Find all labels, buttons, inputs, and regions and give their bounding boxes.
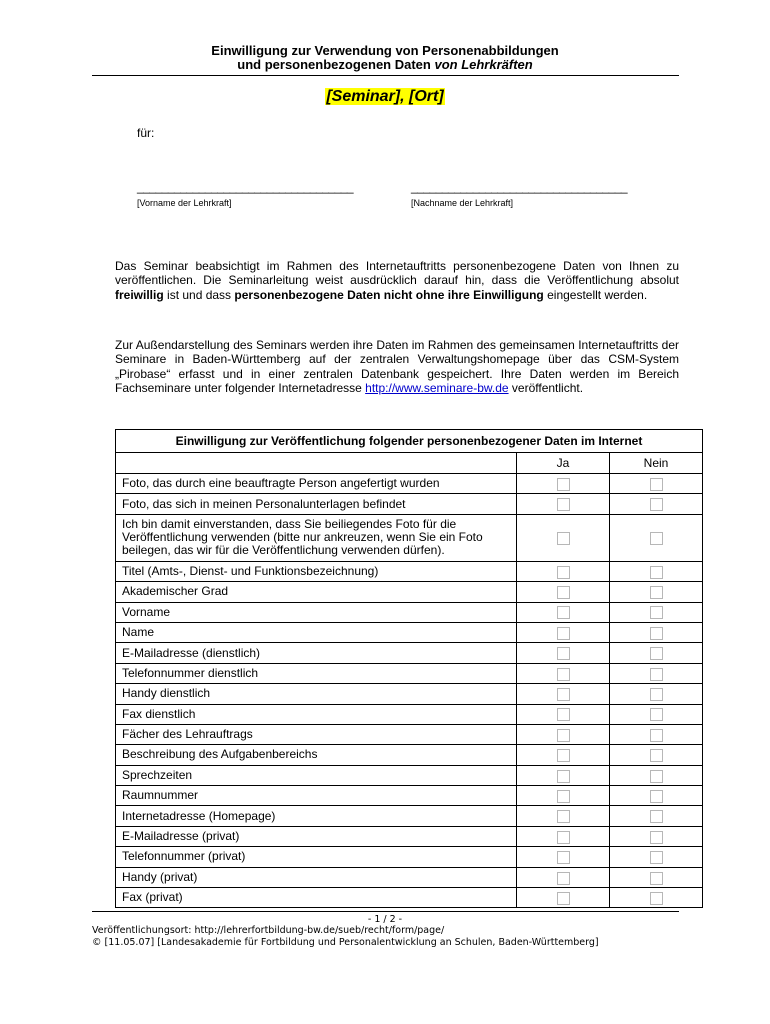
checkbox-no[interactable]	[650, 498, 663, 511]
consent-yes-cell	[517, 602, 610, 622]
checkbox-yes[interactable]	[557, 810, 570, 823]
table-row	[116, 602, 703, 622]
checkbox-yes[interactable]	[557, 872, 570, 885]
consent-item-label: Titel (Amts-, Dienst- und Funktionsbezeichnung)	[116, 561, 517, 581]
checkbox-yes[interactable]	[557, 478, 570, 491]
consent-no-cell	[610, 826, 703, 846]
consent-yes-cell	[517, 514, 610, 561]
checkbox-no[interactable]	[650, 627, 663, 640]
consent-item-label: Beschreibung des Aufgabenbereichs	[116, 745, 517, 765]
consent-item-label: Vorname	[116, 602, 517, 622]
column-header-no: Nein	[610, 453, 703, 474]
consent-table	[115, 429, 703, 908]
seminar-placeholder: [Seminar], [Ort]	[326, 88, 444, 105]
table-row	[116, 867, 703, 887]
page-number: - 1 / 2 -	[367, 914, 403, 925]
consent-item-label: Handy (privat)	[116, 867, 517, 887]
intro-paragraph: Das Seminar beabsichtigt im Rahmen des Internetauftritts personenbezogene Daten von Ihnen zu veröffentlichen. Die Seminarleitung weist ausdrücklich darauf hin, dass die Veröffentlichung absolut freiwillig ist und dass personenbezogene Daten nicht ohne ihre Einwilligung eingestellt werden.	[115, 259, 679, 302]
table-row	[116, 847, 703, 867]
checkbox-no[interactable]	[650, 892, 663, 905]
checkbox-no[interactable]	[650, 647, 663, 660]
consent-item-label: Ich bin damit einverstanden, dass Sie beiliegendes Foto für die Veröffentlichung verwenden (bitte nur ankreuzen, wenn Sie ein Foto beilegen, das wir für die Veröffentlichung verwenden dürfen).	[116, 514, 517, 561]
publication-paragraph: Zur Außendarstellung des Seminars werden ihre Daten im Rahmen des gemeinsamen Internetauftritts der Seminare in Baden-Württemberg auf der zentralen Verwaltungshomepage über das CSM-System „Pirobase“ erfasst und in einer zentralen Datenbank gespeichert. Ihre Daten werden im Bereich Fachseminare unter folgender Internetadresse http://www.seminare-bw.de veröffentlicht.	[115, 338, 679, 396]
checkbox-no[interactable]	[650, 790, 663, 803]
checkbox-no[interactable]	[650, 872, 663, 885]
checkbox-no[interactable]	[650, 688, 663, 701]
table-row	[116, 724, 703, 744]
last-name-line[interactable]: ___________________________________	[411, 180, 628, 194]
table-row	[116, 494, 703, 514]
consent-yes-cell	[517, 765, 610, 785]
for-label: für:	[137, 126, 155, 140]
document-title	[0, 44, 770, 72]
consent-yes-cell	[517, 786, 610, 806]
first-name-line[interactable]: ___________________________________	[137, 180, 354, 194]
table-row	[116, 806, 703, 826]
consent-no-cell	[610, 561, 703, 581]
consent-item-label: Sprechzeiten	[116, 765, 517, 785]
checkbox-yes[interactable]	[557, 749, 570, 762]
checkbox-yes[interactable]	[557, 566, 570, 579]
consent-yes-cell	[517, 663, 610, 683]
consent-no-cell	[610, 514, 703, 561]
consent-item-label: Telefonnummer dienstlich	[116, 663, 517, 683]
checkbox-yes[interactable]	[557, 831, 570, 844]
consent-yes-cell	[517, 643, 610, 663]
table-row	[116, 888, 703, 908]
table-row	[116, 643, 703, 663]
consent-yes-cell	[517, 806, 610, 826]
checkbox-no[interactable]	[650, 606, 663, 619]
consent-no-cell	[610, 888, 703, 908]
consent-yes-cell	[517, 474, 610, 494]
consent-item-label: E-Mailadresse (dienstlich)	[116, 643, 517, 663]
consent-yes-cell	[517, 704, 610, 724]
consent-item-label: E-Mailadresse (privat)	[116, 826, 517, 846]
checkbox-yes[interactable]	[557, 627, 570, 640]
consent-yes-cell	[517, 745, 610, 765]
table-row	[116, 663, 703, 683]
checkbox-no[interactable]	[650, 668, 663, 681]
table-row	[116, 561, 703, 581]
consent-rows	[116, 474, 703, 908]
checkbox-no[interactable]	[650, 532, 663, 545]
consent-no-cell	[610, 724, 703, 744]
consent-item-label: Foto, das durch eine beauftragte Person angefertigt wurden	[116, 474, 517, 494]
consent-item-label: Fax (privat)	[116, 888, 517, 908]
seminare-bw-link[interactable]: http://www.seminare-bw.de	[365, 381, 509, 396]
consent-no-cell	[610, 684, 703, 704]
consent-yes-cell	[517, 847, 610, 867]
consent-yes-cell	[517, 622, 610, 642]
table-row	[116, 684, 703, 704]
checkbox-no[interactable]	[650, 810, 663, 823]
checkbox-yes[interactable]	[557, 606, 570, 619]
checkbox-yes[interactable]	[557, 688, 570, 701]
first-name-caption: [Vorname der Lehrkraft]	[137, 198, 232, 208]
checkbox-no[interactable]	[650, 770, 663, 783]
consent-item-label: Handy dienstlich	[116, 684, 517, 704]
consent-yes-cell	[517, 494, 610, 514]
checkbox-yes[interactable]	[557, 770, 570, 783]
consent-no-cell	[610, 663, 703, 683]
consent-yes-cell	[517, 867, 610, 887]
consent-no-cell	[610, 474, 703, 494]
checkbox-no[interactable]	[650, 586, 663, 599]
consent-no-cell	[610, 602, 703, 622]
consent-no-cell	[610, 622, 703, 642]
column-header-yes: Ja	[517, 453, 610, 474]
title-line-2: und personenbezogenen Daten von Lehrkräften	[237, 57, 533, 72]
checkbox-yes[interactable]	[557, 647, 570, 660]
consent-no-cell	[610, 867, 703, 887]
consent-no-cell	[610, 745, 703, 765]
consent-no-cell	[610, 847, 703, 867]
checkbox-no[interactable]	[650, 831, 663, 844]
checkbox-yes[interactable]	[557, 708, 570, 721]
consent-yes-cell	[517, 888, 610, 908]
checkbox-no[interactable]	[650, 478, 663, 491]
consent-item-label: Fax dienstlich	[116, 704, 517, 724]
last-name-caption: [Nachname der Lehrkraft]	[411, 198, 514, 208]
consent-item-label: Name	[116, 622, 517, 642]
table-row	[116, 765, 703, 785]
consent-item-label: Foto, das sich in meinen Personalunterlagen befindet	[116, 494, 517, 514]
checkbox-yes[interactable]	[557, 498, 570, 511]
consent-yes-cell	[517, 561, 610, 581]
table-row	[116, 514, 703, 561]
publication-place: Veröffentlichungsort: http://lehrerfortbildung-bw.de/sueb/recht/form/page/	[92, 925, 445, 936]
table-row	[116, 786, 703, 806]
consent-item-label: Internetadresse (Homepage)	[116, 806, 517, 826]
consent-no-cell	[610, 806, 703, 826]
consent-yes-cell	[517, 684, 610, 704]
consent-table-title: Einwilligung zur Veröffentlichung folgender personenbezogener Daten im Internet	[116, 430, 703, 453]
consent-table-blank-header	[116, 453, 517, 474]
table-row	[116, 826, 703, 846]
consent-no-cell	[610, 704, 703, 724]
consent-item-label: Telefonnummer (privat)	[116, 847, 517, 867]
consent-no-cell	[610, 786, 703, 806]
consent-yes-cell	[517, 826, 610, 846]
checkbox-yes[interactable]	[557, 586, 570, 599]
table-row	[116, 745, 703, 765]
consent-no-cell	[610, 643, 703, 663]
copyright-notice: © [11.05.07] [Landesakademie für Fortbildung und Personalentwicklung an Schulen, Baden-Württemberg]	[92, 937, 599, 948]
checkbox-yes[interactable]	[557, 851, 570, 864]
table-row	[116, 622, 703, 642]
footer-rule	[92, 911, 679, 912]
consent-yes-cell	[517, 582, 610, 602]
table-row	[116, 704, 703, 724]
table-row	[116, 582, 703, 602]
consent-yes-cell	[517, 724, 610, 744]
checkbox-yes[interactable]	[557, 532, 570, 545]
consent-no-cell	[610, 582, 703, 602]
consent-no-cell	[610, 494, 703, 514]
checkbox-yes[interactable]	[557, 892, 570, 905]
consent-item-label: Akademischer Grad	[116, 582, 517, 602]
checkbox-no[interactable]	[650, 729, 663, 742]
consent-item-label: Fächer des Lehrauftrags	[116, 724, 517, 744]
consent-no-cell	[610, 765, 703, 785]
checkbox-no[interactable]	[650, 749, 663, 762]
checkbox-no[interactable]	[650, 566, 663, 579]
checkbox-yes[interactable]	[557, 790, 570, 803]
consent-item-label: Raumnummer	[116, 786, 517, 806]
checkbox-yes[interactable]	[557, 668, 570, 681]
title-line-1: Einwilligung zur Verwendung von Personenabbildungen	[211, 43, 559, 58]
checkbox-yes[interactable]	[557, 729, 570, 742]
checkbox-no[interactable]	[650, 708, 663, 721]
table-row	[116, 474, 703, 494]
checkbox-no[interactable]	[650, 851, 663, 864]
header-rule	[92, 75, 679, 76]
